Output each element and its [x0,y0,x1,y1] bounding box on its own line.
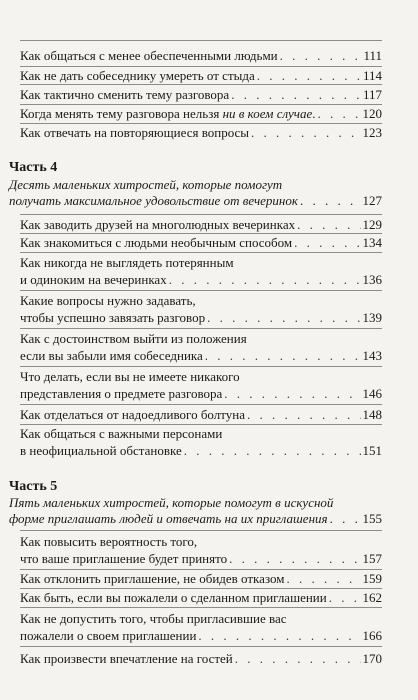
toc-entry [20,105,382,122]
toc-entry-title: Как с достоинством выйти из положения [20,331,247,346]
toc-entry-title-cont: в неофициальной обстановке [20,443,182,458]
toc-entry-page: 151 [362,443,382,458]
toc-entry-title: Как произвести впечатление на гостей [20,651,233,666]
divider [20,404,382,405]
toc-entry-page: 134 [362,235,382,250]
toc-entry [20,234,382,251]
toc-entry-title-cont: представления о предмете разговора [20,386,223,401]
part-subtitle: Пять маленьких хитростей, которые помогут в искусной форме приглашать людей и отвечать на их приглашения . . . 155 [9,495,382,527]
toc-entry-title: Как тактично сменить тему разговора [20,87,230,102]
toc-entry-title: Как быть, если вы пожалели о сделанном приглашении [20,590,327,605]
toc-entry [20,67,382,84]
toc-entry-title: Как повысить вероятность того, [20,534,198,549]
divider [20,40,382,41]
part-page: 127 [362,193,382,208]
toc-entry [20,292,382,326]
toc-entry [20,47,382,64]
toc-entry-page: 123 [362,125,382,140]
toc-entry-page: 146 [362,386,382,401]
part-title: Часть 5 [9,479,58,494]
toc-entry-page: 148 [362,407,382,422]
toc-entry-title: Как отвечать на повторяющиеся вопросы [20,125,250,140]
toc-entry-title: Как отделаться от надоедливого болтуна [20,407,245,422]
toc-entry-title: Когда менять тему разговора нельзя ни в коем случае. [20,106,316,121]
toc-entry-page: 162 [362,590,382,605]
toc-entry-title: Как не дать собеседнику умереть от стыда [20,68,255,83]
part-page: 155 [362,511,382,526]
divider [20,252,382,253]
toc-entry-title-cont: что ваше приглашение будет принято [20,551,228,566]
part-title: Часть 4 [9,160,58,175]
toc-entry-page: 166 [362,628,382,643]
toc-entry-title-cont: и одиноким на вечеринках [20,272,167,287]
toc-entry-page: 114 [362,68,382,83]
toc-entry-page: 157 [362,551,382,566]
toc-entry-page: 117 [362,87,382,102]
toc-entry [20,425,382,459]
toc-entry [20,570,382,587]
toc-entry [20,406,382,423]
divider [20,366,382,367]
toc-entry-page: 129 [362,217,382,232]
toc-entry-title: Какие вопросы нужно задавать, [20,293,196,308]
toc-entry-title-cont: пожалели о своем приглашении [20,628,197,643]
divider [20,328,382,329]
toc-entry [20,650,382,667]
toc-entry-title: Как общаться с менее обеспеченными людьми [20,48,278,63]
part-subtitle: Десять маленьких хитростей, которые помогут получать максимальное удовольствие от вечеринок . . . 127 [9,177,382,209]
toc-entry-page: 120 [362,106,382,121]
divider [20,646,382,647]
toc-entry [20,589,382,606]
divider [20,214,382,215]
toc-entry-title: Как знакомиться с людьми необычным способом [20,235,293,250]
divider [20,84,382,85]
toc-entry-page: 136 [362,272,382,287]
divider [20,607,382,608]
toc-entry-page: 143 [362,348,382,363]
toc-entry [20,124,382,141]
divider [20,290,382,291]
toc-entry [20,330,382,364]
toc-entry-title: Как никогда не выглядеть потерянным [20,255,234,270]
toc-entry-title: Как не допустить того, чтобы пригласившие вас [20,611,287,626]
toc-entry [20,254,382,288]
toc-entry [20,216,382,233]
toc-entry-page: 139 [362,310,382,325]
toc-entry-title-cont: чтобы успешно завязать разговор [20,310,206,325]
toc-entry [20,533,382,567]
toc-entry-page: 170 [362,651,382,666]
toc-entry [20,368,382,402]
toc-entry-title: Как общаться с важными персонами [20,426,223,441]
toc-entry-title: Как отклонить приглашение, не обидев отказом [20,571,285,586]
toc-entry [20,86,382,103]
divider [20,530,382,531]
toc-entry-title: Как заводить друзей на многолюдных вечеринках [20,217,296,232]
toc-entry-page: 159 [362,571,382,586]
toc-entry-title-cont: если вы забыли имя собеседника [20,348,203,363]
toc-entry [20,610,382,644]
toc-entry-page: 111 [363,48,382,63]
toc-entry-title: Что делать, если вы не имеете никакого [20,369,240,384]
